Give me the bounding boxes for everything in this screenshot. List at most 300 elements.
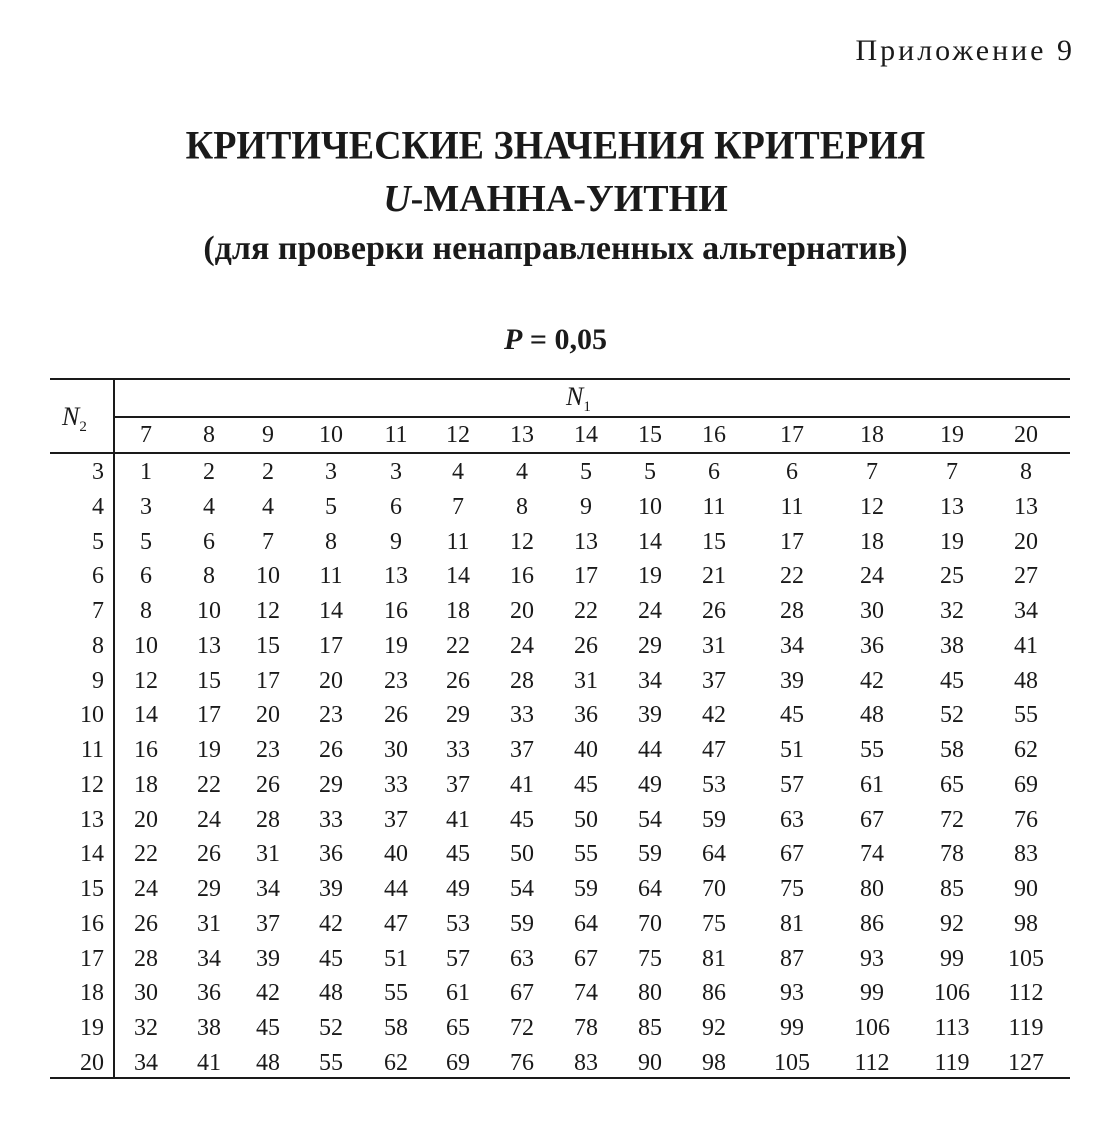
table-cell: 12 (860, 493, 884, 520)
table-cell: 9 (390, 528, 402, 555)
n1-subscript: 1 (583, 399, 591, 416)
table-cell: 93 (860, 945, 884, 972)
table-cell: 42 (319, 910, 343, 937)
table-cell: 10 (256, 563, 280, 590)
n2-row-label: 7 (92, 598, 104, 624)
table-cell: 62 (384, 1049, 408, 1076)
table-cell: 47 (384, 910, 408, 937)
table-cell: 28 (256, 806, 280, 833)
table-cell: 19 (638, 563, 662, 590)
table-cell: 67 (780, 841, 804, 868)
table-cell: 29 (446, 702, 470, 729)
table-cell: 28 (134, 945, 158, 972)
table-cell: 2 (262, 459, 274, 485)
table-cell: 22 (446, 632, 470, 659)
table-cell: 45 (574, 771, 598, 798)
table-cell: 16 (510, 563, 534, 590)
table-cell: 26 (574, 632, 598, 659)
table-cell: 14 (638, 528, 662, 555)
table-cell: 28 (510, 667, 534, 694)
table-cell: 92 (702, 1015, 726, 1041)
table-cell: 99 (780, 1015, 804, 1041)
table-cell: 5 (580, 459, 592, 485)
table-cell: 32 (134, 1015, 158, 1041)
table-cell: 42 (256, 980, 280, 1007)
table-cell: 41 (510, 771, 534, 798)
table-cell: 54 (510, 876, 534, 902)
p-symbol: P (504, 323, 523, 356)
table-cell: 1 (140, 459, 152, 485)
table-cell: 34 (1014, 598, 1038, 624)
table-cell: 99 (860, 980, 884, 1007)
table-cell: 3 (140, 493, 152, 520)
table-cell: 19 (384, 632, 408, 659)
n1-header-rule (114, 416, 1070, 418)
page-title: КРИТИЧЕСКИЕ ЗНАЧЕНИЯ КРИТЕРИЯ (185, 123, 926, 169)
table-cell: 85 (638, 1015, 662, 1041)
n2-letter: N (62, 402, 80, 431)
table-cell: 28 (780, 598, 804, 624)
table-cell: 34 (256, 876, 280, 902)
table-cell: 8 (516, 493, 528, 520)
table-cell: 20 (256, 702, 280, 729)
table-cell: 63 (780, 806, 804, 833)
table-cell: 52 (319, 1015, 343, 1041)
table-cell: 106 (854, 1015, 890, 1041)
table-cell: 49 (446, 876, 470, 902)
table-cell: 20 (134, 806, 158, 833)
table-cell: 45 (319, 945, 343, 972)
table-cell: 24 (860, 563, 884, 590)
table-cell: 45 (780, 702, 804, 729)
table-cell: 21 (702, 563, 726, 590)
table-cell: 39 (780, 667, 804, 694)
table-cell: 26 (134, 910, 158, 937)
table-cell: 14 (319, 598, 343, 624)
table-cell: 57 (780, 771, 804, 798)
table-cell: 6 (203, 528, 215, 555)
table-cell: 90 (1014, 876, 1038, 902)
table-cell: 93 (780, 980, 804, 1007)
table-cell: 17 (780, 528, 804, 555)
table-cell: 9 (580, 493, 592, 520)
table-cell: 37 (510, 737, 534, 763)
table-cell: 19 (940, 528, 964, 555)
table-cell: 24 (510, 632, 534, 659)
table-cell: 90 (638, 1049, 662, 1076)
table-cell: 75 (780, 876, 804, 902)
n1-column-header: 20 (1014, 422, 1038, 448)
table-cell: 45 (446, 841, 470, 868)
table-cell: 6 (140, 563, 152, 590)
table-cell: 31 (197, 910, 221, 937)
table-cell: 40 (574, 737, 598, 763)
table-cell: 16 (384, 598, 408, 624)
n2-row-label: 9 (92, 667, 104, 694)
table-cell: 61 (446, 980, 470, 1007)
table-cell: 26 (197, 841, 221, 868)
table-cell: 2 (203, 459, 215, 485)
table-cell: 53 (446, 910, 470, 937)
table-cell: 78 (940, 841, 964, 868)
table-cell: 112 (854, 1049, 890, 1076)
table-cell: 42 (702, 702, 726, 729)
table-cell: 105 (774, 1049, 810, 1076)
table-cell: 31 (702, 632, 726, 659)
n2-row-label: 16 (80, 910, 104, 937)
table-cell: 85 (940, 876, 964, 902)
table-cell: 20 (319, 667, 343, 694)
n2-row-label: 18 (80, 980, 104, 1007)
table-cell: 65 (940, 771, 964, 798)
table-cell: 14 (446, 563, 470, 590)
table-cell: 75 (638, 945, 662, 972)
table-cell: 37 (702, 667, 726, 694)
table-cell: 11 (780, 493, 804, 520)
table-cell: 12 (256, 598, 280, 624)
table-cell: 22 (574, 598, 598, 624)
table-cell: 23 (256, 737, 280, 763)
table-cell: 48 (319, 980, 343, 1007)
table-cell: 80 (638, 980, 662, 1007)
table-cell: 33 (446, 737, 470, 763)
table-cell: 62 (1014, 737, 1038, 763)
table-cell: 20 (1014, 528, 1038, 555)
table-cell: 38 (940, 632, 964, 659)
table-cell: 17 (197, 702, 221, 729)
table-cell: 52 (940, 702, 964, 729)
table-cell: 36 (860, 632, 884, 659)
n2-row-label: 11 (80, 737, 104, 763)
table-cell: 8 (325, 528, 337, 555)
table-cell: 10 (638, 493, 662, 520)
u-letter: U (383, 178, 411, 220)
table-cell: 4 (452, 459, 464, 485)
n1-column-header: 9 (262, 422, 274, 448)
table-cell: 24 (638, 598, 662, 624)
table-cell: 83 (574, 1049, 598, 1076)
table-cell: 26 (384, 702, 408, 729)
n1-header (566, 382, 591, 416)
table-cell: 59 (510, 910, 534, 937)
table-cell: 55 (860, 737, 884, 763)
table-cell: 83 (1014, 841, 1038, 868)
table-cell: 57 (446, 945, 470, 972)
table-cell: 38 (197, 1015, 221, 1041)
table-cell: 6 (390, 493, 402, 520)
table-cell: 50 (574, 806, 598, 833)
table-cell: 18 (860, 528, 884, 555)
table-cell: 49 (638, 771, 662, 798)
table-cell: 22 (134, 841, 158, 868)
table-cell: 50 (510, 841, 534, 868)
table-cell: 30 (134, 980, 158, 1007)
table-cell: 7 (452, 493, 464, 520)
table-cell: 119 (1008, 1015, 1044, 1041)
table-cell: 39 (319, 876, 343, 902)
table-cell: 7 (866, 459, 878, 485)
table-cell: 69 (446, 1049, 470, 1076)
n2-subscript: 2 (79, 419, 87, 436)
table-cell: 24 (197, 806, 221, 833)
n1-column-header: 19 (940, 422, 964, 448)
table-cell: 17 (319, 632, 343, 659)
table-cell: 99 (940, 945, 964, 972)
table-cell: 11 (702, 493, 726, 520)
table-cell: 74 (860, 841, 884, 868)
table-cell: 8 (203, 563, 215, 590)
table-cell: 67 (574, 945, 598, 972)
table-cell: 6 (708, 459, 720, 485)
table-cell: 64 (574, 910, 598, 937)
table-cell: 17 (574, 563, 598, 590)
table-cell: 67 (510, 980, 534, 1007)
table-cell: 45 (510, 806, 534, 833)
n1-column-header: 11 (384, 422, 408, 448)
table-cell: 36 (197, 980, 221, 1007)
table-cell: 39 (256, 945, 280, 972)
table-cell: 31 (256, 841, 280, 868)
table-cell: 106 (934, 980, 970, 1007)
table-cell: 67 (860, 806, 884, 833)
n2-row-label: 5 (92, 528, 104, 555)
table-cell: 58 (940, 737, 964, 763)
table-cell: 59 (574, 876, 598, 902)
table-cell: 40 (384, 841, 408, 868)
table-cell: 48 (256, 1049, 280, 1076)
table-cell: 72 (940, 806, 964, 833)
table-cell: 18 (446, 598, 470, 624)
table-cell: 51 (384, 945, 408, 972)
table-cell: 61 (860, 771, 884, 798)
table-cell: 37 (256, 910, 280, 937)
n2-row-label: 14 (80, 841, 104, 868)
table-cell: 27 (1014, 563, 1038, 590)
n2-row-label: 8 (92, 632, 104, 659)
table-cell: 64 (702, 841, 726, 868)
table-cell: 15 (702, 528, 726, 555)
table-cell: 98 (702, 1049, 726, 1076)
table-cell: 30 (384, 737, 408, 763)
table-cell: 7 (946, 459, 958, 485)
n2-row-label: 12 (80, 771, 104, 798)
table-cell: 34 (134, 1049, 158, 1076)
table-cell: 13 (384, 563, 408, 590)
table-cell: 34 (780, 632, 804, 659)
n1-column-header: 10 (319, 422, 343, 448)
table-cell: 26 (446, 667, 470, 694)
table-cell: 63 (510, 945, 534, 972)
table-cell: 13 (574, 528, 598, 555)
table-top-rule (50, 378, 1070, 380)
n1-column-header: 14 (574, 422, 598, 448)
n1-column-header: 16 (702, 422, 726, 448)
n1-column-header: 18 (860, 422, 884, 448)
table-cell: 64 (638, 876, 662, 902)
table-cell: 119 (934, 1049, 970, 1076)
table-cell: 10 (134, 632, 158, 659)
p-rest: = 0,05 (522, 323, 607, 356)
table-cell: 12 (510, 528, 534, 555)
table-cell: 59 (638, 841, 662, 868)
n1-column-header: 17 (780, 422, 804, 448)
table-cell: 32 (940, 598, 964, 624)
table-cell: 26 (256, 771, 280, 798)
table-cell: 69 (1014, 771, 1038, 798)
table-cell: 45 (940, 667, 964, 694)
table-cell: 86 (702, 980, 726, 1007)
table-cell: 76 (1014, 806, 1038, 833)
table-cell: 33 (510, 702, 534, 729)
header-bottom-rule (50, 452, 1070, 454)
table-cell: 34 (638, 667, 662, 694)
table-cell: 37 (446, 771, 470, 798)
table-cell: 5 (325, 493, 337, 520)
n2-row-label: 4 (92, 493, 104, 520)
n2-row-label: 13 (80, 806, 104, 833)
table-cell: 8 (1020, 459, 1032, 485)
table-cell: 41 (1014, 632, 1038, 659)
table-cell: 42 (860, 667, 884, 694)
table-cell: 41 (197, 1049, 221, 1076)
table-cell: 39 (638, 702, 662, 729)
table-cell: 86 (860, 910, 884, 937)
title-rest: -МАННА-УИТНИ (410, 178, 728, 220)
page-subtitle: (для проверки ненаправленных альтернатив) (203, 230, 908, 267)
table-cell: 48 (1014, 667, 1038, 694)
table-cell: 22 (197, 771, 221, 798)
table-cell: 113 (934, 1015, 970, 1041)
table-cell: 98 (1014, 910, 1038, 937)
table-cell: 14 (134, 702, 158, 729)
n1-column-header: 7 (140, 422, 152, 448)
table-cell: 59 (702, 806, 726, 833)
table-cell: 54 (638, 806, 662, 833)
table-cell: 4 (262, 493, 274, 520)
table-cell: 26 (319, 737, 343, 763)
table-cell: 8 (140, 598, 152, 624)
n2-row-label: 20 (80, 1049, 104, 1076)
table-cell: 3 (390, 459, 402, 485)
table-cell: 44 (638, 737, 662, 763)
table-cell: 33 (384, 771, 408, 798)
table-cell: 65 (446, 1015, 470, 1041)
table-cell: 5 (140, 528, 152, 555)
table-cell: 80 (860, 876, 884, 902)
table-cell: 10 (197, 598, 221, 624)
table-cell: 47 (702, 737, 726, 763)
table-cell: 12 (134, 667, 158, 694)
significance-level (0, 323, 1111, 357)
table-cell: 29 (319, 771, 343, 798)
table-cell: 7 (262, 528, 274, 555)
table-cell: 36 (319, 841, 343, 868)
table-cell: 105 (1008, 945, 1044, 972)
table-cell: 3 (325, 459, 337, 485)
table-cell: 72 (510, 1015, 534, 1041)
table-cell: 19 (197, 737, 221, 763)
table-cell: 13 (940, 493, 964, 520)
table-cell: 13 (197, 632, 221, 659)
table-cell: 13 (1014, 493, 1038, 520)
table-cell: 5 (644, 459, 656, 485)
table-cell: 15 (197, 667, 221, 694)
table-cell: 11 (319, 563, 343, 590)
table-cell: 24 (134, 876, 158, 902)
table-cell: 23 (384, 667, 408, 694)
table-cell: 29 (638, 632, 662, 659)
table-cell: 55 (574, 841, 598, 868)
row-header-divider (113, 378, 115, 1078)
n1-column-header: 13 (510, 422, 534, 448)
table-cell: 75 (702, 910, 726, 937)
n2-row-label: 17 (80, 945, 104, 972)
table-cell: 70 (702, 876, 726, 902)
n1-column-header: 15 (638, 422, 662, 448)
table-cell: 15 (256, 632, 280, 659)
n2-header (62, 402, 87, 436)
table-cell: 44 (384, 876, 408, 902)
table-cell: 4 (516, 459, 528, 485)
table-cell: 41 (446, 806, 470, 833)
table-cell: 16 (134, 737, 158, 763)
table-cell: 127 (1008, 1049, 1044, 1076)
table-cell: 112 (1008, 980, 1044, 1007)
table-cell: 29 (197, 876, 221, 902)
table-cell: 30 (860, 598, 884, 624)
n1-letter: N (566, 382, 584, 411)
table-cell: 55 (1014, 702, 1038, 729)
table-cell: 11 (446, 528, 470, 555)
n1-column-header: 12 (446, 422, 470, 448)
table-cell: 92 (940, 910, 964, 937)
table-cell: 55 (384, 980, 408, 1007)
table-cell: 53 (702, 771, 726, 798)
n2-row-label: 3 (92, 459, 104, 485)
n2-row-label: 19 (80, 1015, 104, 1041)
table-cell: 37 (384, 806, 408, 833)
table-cell: 22 (780, 563, 804, 590)
table-cell: 74 (574, 980, 598, 1007)
table-cell: 34 (197, 945, 221, 972)
table-cell: 33 (319, 806, 343, 833)
table-cell: 17 (256, 667, 280, 694)
table-cell: 45 (256, 1015, 280, 1041)
n2-row-label: 10 (80, 702, 104, 729)
table-cell: 20 (510, 598, 534, 624)
n2-row-label: 15 (80, 876, 104, 902)
table-cell: 55 (319, 1049, 343, 1076)
table-cell: 36 (574, 702, 598, 729)
table-cell: 25 (940, 563, 964, 590)
table-cell: 76 (510, 1049, 534, 1076)
table-cell: 51 (780, 737, 804, 763)
table-cell: 6 (786, 459, 798, 485)
n2-row-label: 6 (92, 563, 104, 590)
page-title-line-2 (0, 177, 1111, 221)
table-cell: 70 (638, 910, 662, 937)
appendix-label: Приложение 9 (855, 34, 1075, 67)
table-cell: 87 (780, 945, 804, 972)
table-cell: 4 (203, 493, 215, 520)
n1-column-header: 8 (203, 422, 215, 448)
table-cell: 78 (574, 1015, 598, 1041)
table-cell: 31 (574, 667, 598, 694)
table-cell: 23 (319, 702, 343, 729)
table-cell: 26 (702, 598, 726, 624)
table-cell: 81 (702, 945, 726, 972)
table-cell: 58 (384, 1015, 408, 1041)
